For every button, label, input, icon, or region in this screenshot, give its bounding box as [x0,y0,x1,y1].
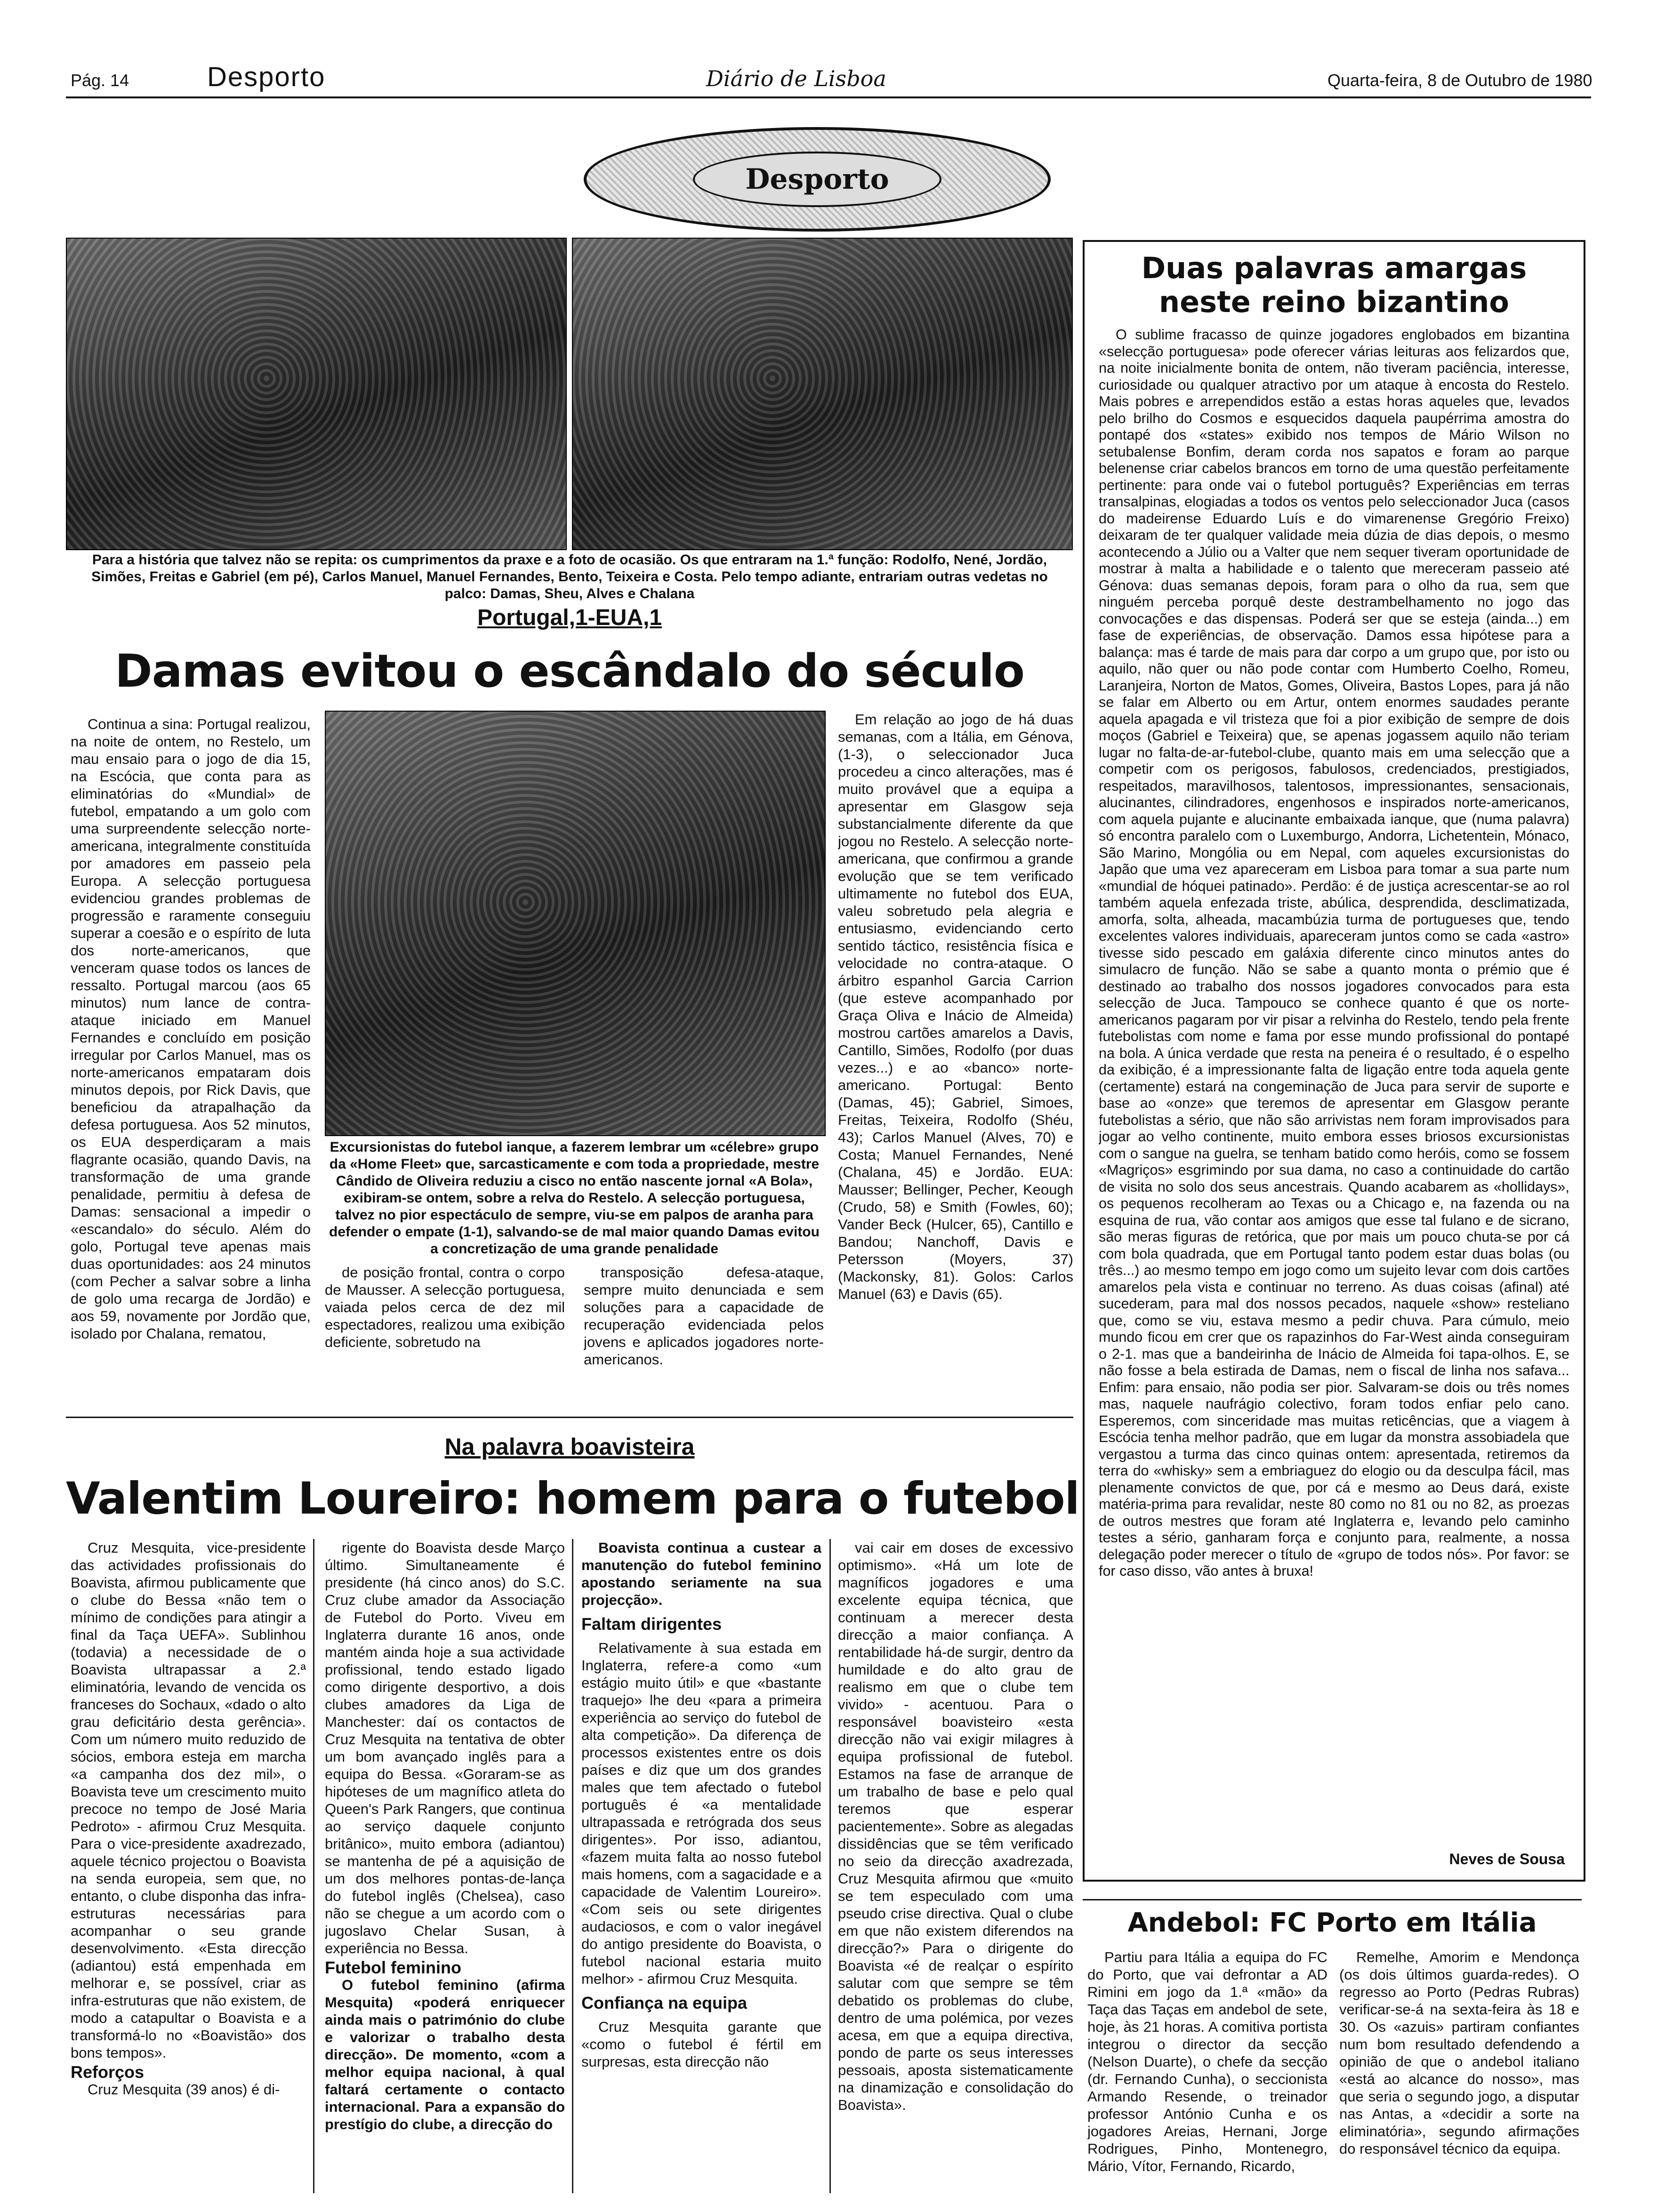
article3-col1-text: Partiu para Itália a equipa do FC do Porto, que vai defrontar a AD Rimini em jogo da 1.ª «mão» da Taça das Taças em andebol de sete, hoje, às 21 horas. A comitiva portista integrou o director da secção (Nelson Duarte), o chefe da secção (dr. Fernando Cunha), o seccionista Armando Resende, o treinador professor António Cunha e os jogadores Areias, Hernani, Jorge Rodrigues, Pinho, Montenegro, Mário, Vítor, Fernando, Ricardo, [1087,1949,1327,2174]
article2-col2 [325,1539,565,2193]
article3-col2-text: Remelhe, Amorim e Mendonça (os dois últimos guarda-redes). O regresso ao Porto (Pedras Rubras) verificar-se-á na sexta-feira às 18 e 30. Os «azuis» partiram confiantes num bom resultado defendendo a opinião de que o andebol italiano «está ao alcance do nosso», mas que seria o segundo jogo, a disputar nas Antas, a «decidir a sorte na eliminatória», segundo afirmações do responsável técnico da equipa. [1339,1949,1579,2157]
photo-match-action [325,711,826,1136]
article3-headline: Andebol: FC Porto em Itália [1127,1907,1537,1938]
article2-col1 [71,1539,306,2193]
article2-col1-end: Cruz Mesquita (39 anos) é di- [88,2081,280,2098]
article1-col1-text: Continua a sina: Portugal realizou, na noite de ontem, no Restelo, um mau ensaio para o jogo de dia 15, na Escócia, que conta para as eliminatórias do «Mundial» de futebol, empatando a um golo com uma surpreendente selecção norte-americana, integralmente constituída por amadores em passeio pela Europa. A selecção portuguesa evidenciou grandes problemas de progressão e raramente conseguiu superar a coesão e o espírito de luta dos norte-americanos, que venceram quase todos os lances de ressalto. Portugal marcou (aos 65 minutos) num lance de contra-ataque iniciado em Manuel Fernandes e concluído em posição irregular por Carlos Manuel, mas os norte-americanos empataram dois minutos depois, por Rick Davis, que beneficiou da atrapalhação da defesa portuguesa. Aos 52 minutos, os EUA desperdiçaram a mais flagrante ocasião, quando Davis, na transformação de uma grande penalidade, permitiu à defesa de Damas: sensacional a impedir o «escandalo» do século. Além do golo, Portugal teve apenas mais duas oportunidades: aos 24 minutos (com Pecher a salvar sobre a linha de golo uma recarga de Jordão) e aos 59, novamente por Jordão que, isolado por Chalana, rematou, [71,716,311,1342]
issue-date: Quarta-feira, 8 de Outubro de 1980 [1327,71,1593,90]
banner-label: Desporto [693,152,941,207]
opinion-body [1099,327,1569,1833]
header-rule [66,96,1591,98]
article2-col3-text: Boavista continua a custear a manutenção do futebol feminino apostando seriamente na sua projecção». [581,1539,821,1608]
column-rule [829,1539,831,2193]
article2-kicker: Na palavra boavisteira [444,1434,695,1460]
article1-col4-text: Em relação ao jogo de há duas semanas, com a Itália, em Génova, (1-3), o seleccionador Juca procedeu a cinco alterações, mas é muito provável que a equipa a apresentar em Glasgow seja substancialmente diferente da que jogou no Restelo. A selecção norte-americana, que confirmou a grande evolução que se tem verificado ultimamente no futebol dos EUA, valeu sobretudo pela alegria e entusiasmo, evidenciando certo sentido táctico, resistência física e velocidade no contra-ataque. O árbitro espanhol Garcia Carrion (que esteve acompanhado por Graça Oliva e Inácio de Almeida) mostrou cartões amarelos a Davis, Cantillo, Simões, Rodolfo (por duas vezes...) e ao «banco» norte-americano. Portugal: Bento (Damas, 45); Gabriel, Simoes, Freitas, Teixeira, Rodolfo (Shéu, 43); Carlos Manuel (Alves, 70) e Costa; Manuel Fernandes, Nené (Chalana, 45) e Jordão. EUA: Mausser; Bellinger, Pecher, Keough (Crudo, 58) e Smith (Fowles, 60); Vander Beck (Hulcer, 65), Cantillo e Bandou; Nanchoff, Davis e Petersson (Moyers, 37) (Mackonsky, 81). Golos: Carlos Manuel (63) e Davis (65). [838,711,1073,1302]
article2-sub-confianca: Confiança na equipa [581,1993,748,2012]
article2-col4-text: vai cair em doses de excessivo optimismo». «Há um lote de magníficos jogadores e uma excelente equipa técnica, que continuam a merecer desta direcção a maior confiança. A rentabilidade há-de surgir, dentro da humildade e do alto grau de realismo em que o clube tem vivido» - acentuou. Para o responsável boavisteiro «esta direcção não vai exigir milagres à equipa profissional de futebol. Estamos na fase de arranque de um trabalho de base e pelo qual teremos que esperar pacientemente». Sobre as alegadas dissidências que se têm verificado no seio da direcção axadrezada, Cruz Mesquita afirmou que «muito se tem especulado com uma pseudo crise directiva. Qual o clube em que não existem diferendos na direcção?» Para o dirigente do Boavista «é de realçar o espírito salutar com que sempre se têm debatido os problemas do clube, dentro de uma polémica, por vezes acesa, em que a equipa directiva, pondo de parte os seus interesses pessoais, aposta sistematicamente na dinamização e consolidação do Boavista». [838,1539,1073,2113]
section-banner [584,127,1051,232]
article1-col2 [325,1264,565,1410]
article2-col3-c: Cruz Mesquita garante que «como o futebol é fértil em surpresas, esta direcção não [581,2019,821,2070]
article2-col3-b: Relativamente à sua estada em Inglaterra, refere-a como «um estágio muito útil» e que «bastante traquejo» lhe deu «para a primeira experiência ao serviço do futebol de alta competição». Da diferença de processos existentes entre os dois países e diz que um dos grandes males que tem afectado o futebol português é «a mentalidade ultrapassada e retrógrada dos seus dirigentes». Por isso, adiantou, «fazem muita falta ao nosso futebol mais homens, com a sagacidade e a capacidade de Valentim Loureiro». «Com seis ou sete dirigentes audaciosos, e com o valor inegável do antigo presidente do Boavista, o futebol nacional estaria muito melhor» - afirmou Cruz Mesquita. [581,1640,821,1987]
section-title: Desporto [207,62,326,92]
article1-headline: Damas evitou o escândalo do século [115,645,1024,697]
article2-sub-reforcos: Reforços [71,2062,145,2082]
article-divider [66,1417,1073,1418]
article1-col3 [584,1264,824,1410]
article1-photo-caption: Excursionistas do futebol ianque, a fazerem lembrar um «célebre» grupo da «Home Fleet» que, sarcasticamente e com toda a propriedade, mestre Cândido de Oliveira reduziu a cisco no então nascente jornal «A Bola», exibiram-se ontem, sobre a relva do Restelo. A selecção portuguesa, talvez no pior espectáculo de sempre, viu-se em palpos de aranha para defender o empate (1-1), salvando-se de mal maior quando Damas evitou a concretização de uma grande penalidade [329,1139,820,1257]
opinion-author: Neves de Sousa [1449,1851,1565,1867]
page-number: Pág. 14 [71,71,129,90]
article1-col1 [71,715,311,1412]
article3-rule [1083,1899,1582,1900]
photo-team-lineup [572,238,1073,550]
article1-col3-text: transposição defesa-ataque, sempre muito denunciada e sem soluções para a capacidade de recuperação evidenciada pelos jovens e aplicados jogadores norte-americanos. [584,1264,824,1368]
top-photo-caption: Para a história que talvez não se repita: os cumprimentos da praxe e a foto de ocasião. Os que entraram na 1.ª função: Rodolfo, Nené, Jordão, Simões, Freitas e Gabriel (em pé), Carlos Manuel, Manuel Fernandes, Bento, Teixeira e Costa. Pelo tempo adiante, entrariam outras vedetas no palco: Damas, Sheu, Alves e Chalana [91,552,1048,601]
article2-col2-b: O futebol feminino (afirma Mesquita) «poderá enriquecer ainda mais o património do clube e valorizar o trabalho desta direcção». De momento, «com a melhor equipa nacional, à qual faltará certamente o contacto internacional. Para a expansão do prestígio do clube, a direcção do [325,1977,565,2132]
article1-kicker: Portugal,1-EUA,1 [477,605,662,630]
article2-col2-text: rigente do Boavista desde Março último. Simultaneamente é presidente (há cinco anos) do S.C. Cruz clube amador da Associação de Futebol do Porto. Viveu em Inglaterra durante 16 anos, onde mantém ainda hoje a sua actividade profissional, tendo estado ligado como dirigente desportivo, a dois clubes amadores da Liga de Manchester: daí os contactos de Cruz Mesquita na tentativa de obter um bom avançado inglês para a equipa do Bessa. «Goraram-se as hipóteses de um magnífico atleta do Queen's Park Rangers, que continua ao serviço daquele conjunto britânico», muito embora (adiantou) se mantenha de pé a aquisição de um dos melhores pontas-de-lança do futebol inglês (Chelsea), caso não se chegue a um acordo com o jugoslavo Chelar Susan, à experiência no Bessa. [325,1539,565,1956]
article3-col1 [1087,1948,1327,2193]
opinion-headline: Duas palavras amargas neste reino bizantino [1141,251,1527,319]
opinion-text: O sublime fracasso de quinze jogadores englobados em bizantina «selecção portuguesa» pode oferecer várias leituras aos felizardos que, na noite inicialmente bonita de ontem, não tiveram paciência, interesse, curiosidade ou qualquer atractivo por um ataque à encosta do Restelo. Mais pobres e arrependidos estão a estas horas aqueles que, levados pelo brilho do Cosmos e esquecidos daquela paupérrima amostra do pontapé dos «states» exibido nos tempos de Mário Wilson no setubalense Bonfim, deram corda nos sapatos e foram ao parque belenense criar cabelos brancos em torno de uma questão perfeitamente pertinente: para onde vai o futebol português? Experiências em terras transalpinas, elogiadas a todos os ventos pelo seleccionador Juca (casos do madeirense Eduardo Luís e do vimarenense Gregório Freixo) deixaram de ter qualquer validade meia dúzia de dias depois, o mesmo acontecendo a Júlio ou a Valter que nem sequer tiveram oportunidade de mostrar à malta a habilidade e o talento que mereceram passeio até Génova: duas semanas depois, foram para o olho da rua, sem que ninguém perceba porquê deste destrambelhamento no jogo das convocações e das dispensas. Poderá ser que se esteja (ainda...) em fase de experiências, de observação. Damos essa hipótese para a balança: mas é tarde de mais para dar corpo a um grupo que, por isto ou aquilo, não quer ou não pode contar com Humberto Coelho, Romeu, Laranjeira, Norton de Matos, Gomes, Oliveira, Bastos Lopes, para já não se falar em Alberto ou em Artur, ontem enormes saudades perante aquela apagada e vil tristeza que foi a pior exibição de sempre de dois moços (Gabriel e Teixeira) que, se apenas jogassem aquilo não teriam lugar no falta-de-ar-futebol-clube, quanto mais em uma selecção que a competir com os perigosos, fabulosos, credenciados, prestigiados, respeitados, maravilhosos, talentosos, impressionantes, sensacionais, alucinantes, cilindradores, engenhosos e inspirados norte-americanos, com aquela pujante e alucinante embaixada ianque, que (numa palavra) só encontra paralelo com o Luxemburgo, Andorra, Lichetentein, Mónaco, São Marino, Mongólia ou em Nepal, com aqueles excursionistas do Japão que uma vez apareceram em Lisboa para tomar a sua parte num «mundial de hóquei patinado». Perdão: é de justiça acrescentar-se ao rol também aquela enfezada triste, abúlica, desprendida, desclimatizada, amorfa, solta, alheada, macambúzia turma de portugueses que, tendo excelentes valores individuais, apareceram juntos como se cada «astro» tivesse sido pescado em galáxia diferente cinco minutos antes do simulacro de função. Não se sabe a quanto monta o prémio que é destinado ao trabalho dos nossos jogadores convocados para esta selecção de Juca. Tampouco se conhece quanto é que os norte-americanos pagaram por vir pisar a relvinha do Restelo, tendo pela frente futebolistas com nome e fama por esse mundo profissional do pontapé na bola. A única verdade que resta na peneira é o resultado, é o espelho da exibição, é a impressionante falta de ligação entre toda aquela gente (certamente) estará na congeminação de Juca para servir de suporte e base ao «onze» que teremos de apresentar em Glasgow perante futebolistas a sério, que não são arrivistas nem foram improvisados para jogar ao velho continente, muito embora esses briosos excursionistas com o sangue na guelra, se tenham batido como heróis, como se fossem «Magriços» esgrimindo por sua dama, no caso a continuidade do cartão de visita no solo dos seus ancestrais. Quando acabarem as «hollidays», os pequenos recolheram ao Texas ou a Chicago e, na fazenda ou na esquina de rua, vão contar aos amigos que esse tal fulano e de sicrano, são meras figuras de retórica, que por mais um pouco chuta-se por cá com bola quadrada, que em Portugal tanto podem estar duas bolas (ou três...) ao mesmo tempo em jogo como um sujeito levar com dois cartões amarelos pela vista e continuar no terreno. As duas coisas (afinal) até sucederam, para mal dos nossos pecados, naquele «show» restelianо que, como se viu, estava mesmo a pedir chuva. Para cúmulo, meio mundo ficou em crer que os rapazinhos do Far-West ainda conseguiram o 2-1. mas que a bandeirinha de Inácio de Almeida foi tapa-olhos. E, se não fosse a bela estirada de Damas, nem o fiscal de linha nos safava... Enfim: para ensaio, não podia ser pior. Salvaram-se dois ou três nomes mas, naquele naufrágio colectivo, foram todos enfiar pelo cano. Esperemos, com sinceridade mas muitas reticências, que a viagem à Escócia tenha melhor padrão, que em lugar da monstra assobiadela que vergastou a turma das cinco quinas ontem: apresentada, retiremos da terra do «whisky» sem a embriaguez do elogio ou da desculpa fácil, mas plenamente convictos de que, por cá e mesmo ao Deus dará, existe matéria-prima para revalidar, neste 80 como no 81 ou no 82, as proezas de outros mestres que foram até Inglaterra e, levando pelo caminho testes a sério, ganharam força e conjunto para, realmente, a nossa delegação poder merecer o título de «grupo de todos nós». Por favor: se for caso disso, vão antes à bruxa! [1099,327,1569,1579]
article1-col2-text: de posição frontal, contra o corpo de Mausser. A selecção portuguesa, vaiada pelos cerca de dez mil espectadores, realizou uma exibição deficiente, sobretudo na [325,1264,565,1350]
article3-col2 [1339,1948,1579,2193]
article2-col4 [838,1539,1073,2193]
photo-captains-handshake [66,238,567,550]
article1-col4 [838,711,1073,1412]
column-rule [572,1539,573,2193]
article2-headline: Valentim Loureiro: homem para o futebol [66,1473,1079,1524]
article2-sub-feminino: Futebol feminino [325,1958,461,1977]
article2-col3 [581,1539,821,2193]
opinion-box [1083,240,1585,1882]
article2-col1-text: Cruz Mesquita, vice-presidente das actividades profissionais do Boavista, afirmou publicamente que o clube do Bessa «não tem o mínimo de condições para atingir a final da Taça UEFA». Sublinhou (todavia) a necessidade de o Boavista ultrapassar a 2.ª eliminatória, levando de vencida os franceses do Sochaux, «dado o alto grau deficitário desta gerência». Com um número muito reduzido de sócios, embora esteja em marcha «a campanha dos dez mil», o Boavista teve um crescimento muito precoce no tempo de José Maria Pedroto» - afirmou Cruz Mesquita. Para o vice-presidente axadrezado, aquele técnico projectou o Boavista na senda europeia, sem que, no entanto, o clube disponha das infra-estruturas necessárias para acompanhar o seu grande desenvolvimento. «Esta direcção (adiantou) está empenhada em melhorar e, se possível, criar as infra-estruturas que não existem, de modo a catapultar o Boavista e a transformá-lo no «Boavistão» dos bons tempos». [71,1539,306,2061]
newspaper-name: Diário de Lisboa [706,66,886,91]
column-rule [313,1539,314,2193]
article2-sub-faltam: Faltam dirigentes [581,1614,722,1634]
